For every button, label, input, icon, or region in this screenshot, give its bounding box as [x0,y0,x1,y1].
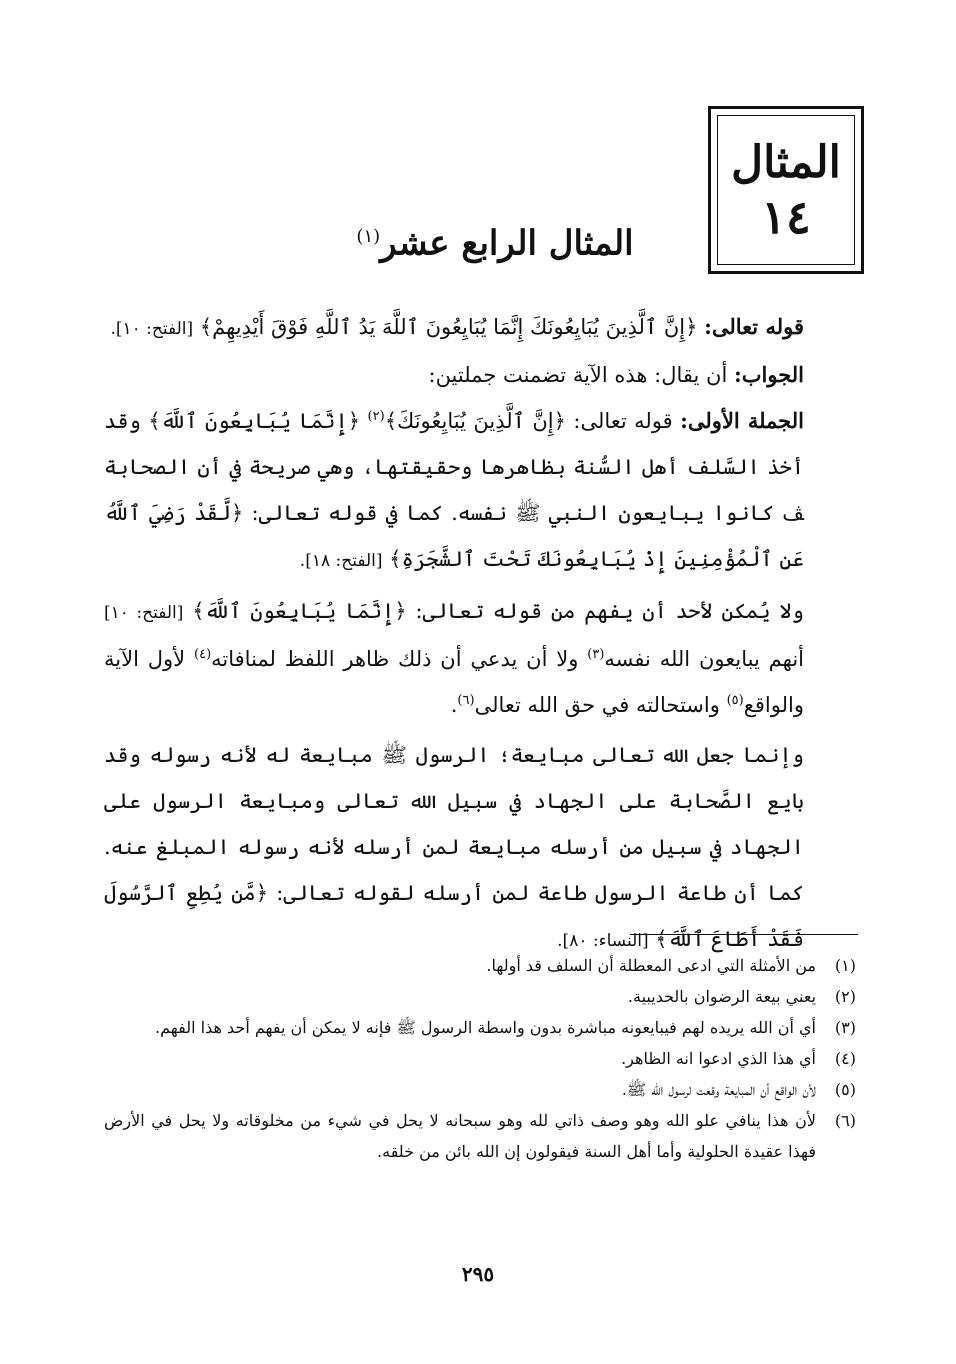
paragraph-first-clause [104,398,804,584]
footnote-text: يعني بيعة الرضوان بالحديبية. [627,987,816,1006]
paragraph-explanation [104,732,804,964]
understanding-text: أنهم يبايعون الله نفسه [604,647,804,671]
footnote-item [104,1074,856,1105]
footnote-mark: (٥) [726,693,744,708]
paragraph-answer [104,352,804,398]
example-number-box [708,106,864,274]
paragraph-understanding [104,588,804,728]
understanding-text: ولا أن يدعي أن ذلك ظاهر اللفظ لمنافاته [211,647,579,671]
verse-reference: [الفتح: ١٠]. [110,319,194,339]
quran-verse: ﴿إِنَّمَا يُبَايِعُونَ ٱللَّهَ﴾ [192,599,407,623]
quran-verse: ﴿إِنَّمَا يُبَايِعُونَ ٱللَّهَ﴾ [148,409,361,433]
footnote-number: (٣) [834,1018,856,1037]
understanding-text: . [450,693,458,717]
footnote-text: أي أن الله يريده لهم فيبايعونه مباشرة بدون واسطة الرسول ﷺ فإنه لا يمكن أن يفهم أحد هذا الفهم. [155,1018,816,1037]
footnote-text: من الأمثلة التي ادعى المعطلة أن السلف قد أولها. [486,956,816,975]
footnote-item [104,981,856,1012]
quran-verse: ﴿لَّقَدْ رَضِيَ ٱللَّهُ عَنِ ٱلْمُؤْمِنِينَ إِذْ يُبَايِعُونَكَ تَحْتَ ٱلشَّجَرَةِ﴾ [104,501,804,571]
first-clause-text: وقد أخذ السَّلف أهل السُّنة بظاهرها وحقيقتها، وهي صريحة في أن الصحابة ﭫ كانوا يبايعون النبي ﷺ نفسه. كما في قوله تعالى: [104,409,805,525]
label-verse: قوله تعالى: [704,314,804,339]
footnote-item [104,950,856,981]
answer-text: أن يقال: هذه الآية تضمنت جملتين: [428,363,728,387]
label-first-clause: الجملة الأولى: [680,408,804,433]
label-answer: الجواب: [734,362,804,387]
understanding-text: ولا يُمكن لأحد أن يفهم من قوله تعالى: [415,599,804,623]
footnote-mark: (٦) [457,693,475,708]
footnote-text: لأن هذا ينافي علو الله وهو وصف ذاتي لله وهو سبحانه لا يحل في شيء من مخلوقاته ولا يحل في الأرض فهذا عقيدة الحلولية وأما أهل السنة فيقولون إن الله بائن من خلقه. [104,1111,817,1161]
example-number-box-inner [717,115,855,265]
paragraph-verse [104,304,804,352]
example-number: ١٤ [761,190,811,244]
footnote-number: (٢) [834,987,856,1006]
footnote-separator [630,934,858,935]
footnotes [104,950,856,1167]
footnote-item [104,1043,856,1074]
understanding-text: لأول الآية والواقع [104,647,804,717]
explanation-text: وإنما جعل الله تعالى مبايعة؛ الرسول ﷺ مبايعة له لأنه رسوله وقد بايع الصَّحابة على الجهاد في سبيل الله تعالى ومبايعة الرسول على الجهاد في سبيل من أرسله مبايعة لمن أرسله لأنه رسوله المبلغ عنه. كما أن طاعة الرسول طاعة لمن أرسله لقوله تعالى: [104,743,804,905]
footnote-mark: (٤) [194,647,212,662]
title-footnote-mark: (١) [356,226,381,247]
footnote-text: لأن الواقع أن المبايعة وقعت لرسول الله ﷺ. [621,1080,816,1099]
footnote-number: (١) [834,956,856,975]
quran-verse: ﴿إِنَّ ٱلَّذِينَ يُبَايِعُونَكَ﴾ [384,409,566,433]
verse-reference: [النساء: ٨٠]. [557,931,649,951]
verse-reference: [الفتح: ١٠] [104,603,184,623]
footnote-mark: (٣) [587,647,605,662]
footnote-item [104,1012,856,1043]
quran-verse: ﴿مَّن يُطِعِ ٱلرَّسُولَ فَقَدْ أَطَاعَ ٱللَّهَ﴾ [104,881,804,951]
section-title-text: المثال الرابع عشر [380,223,634,264]
quran-verse: ﴿إِنَّ ٱلَّذِينَ يُبَايِعُونَكَ إِنَّمَا يُبَايِعُونَ ٱللَّهَ يَدُ ٱللَّهِ فَوْقَ أَيْدِيهِمْ﴾ [199,315,698,339]
page-number: ٢٩٥ [461,1262,495,1286]
footnote-number: (٤) [834,1049,856,1068]
first-clause-intro: قوله تعالى: [573,409,673,433]
section-title [330,212,660,262]
footnote-mark: (٢) [367,409,385,424]
footnote-text: أي هذا الذي ادعوا انه الظاهر. [621,1049,816,1068]
footnote-number: (٥) [834,1080,856,1099]
verse-reference: [الفتح: ١٨]. [299,551,383,571]
example-word: المثال [731,137,841,188]
footnote-item [104,1105,856,1167]
main-text [104,304,804,964]
understanding-text: واستحالته في حق الله تعالى [474,693,720,717]
footnote-number: (٦) [834,1111,856,1130]
